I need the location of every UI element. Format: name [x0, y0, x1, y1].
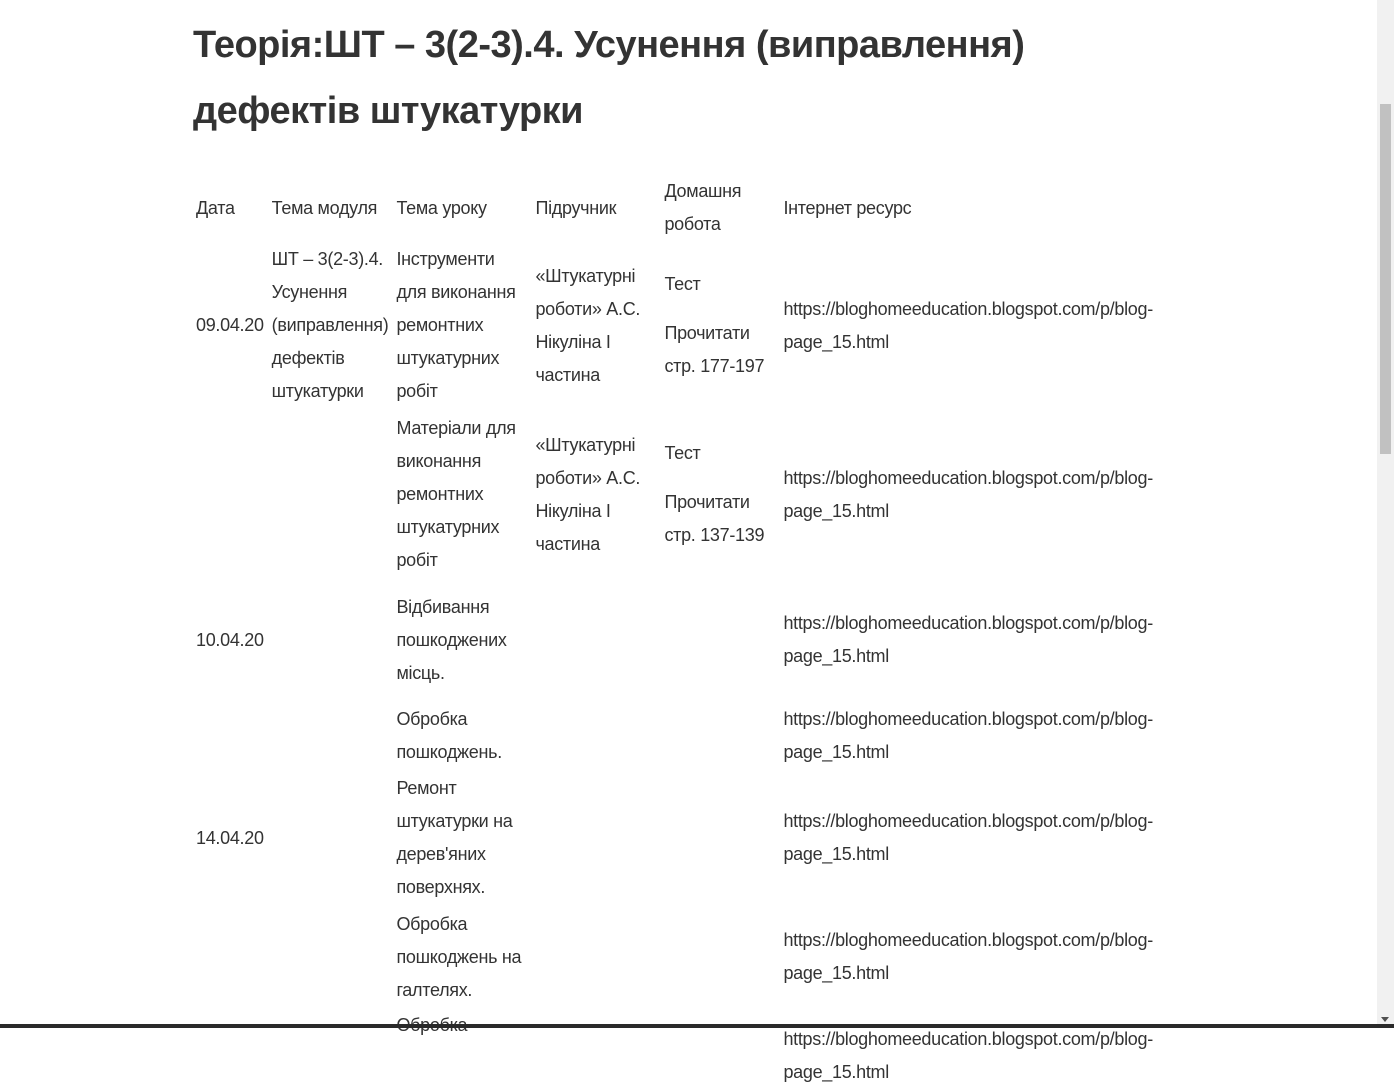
cell-homework — [660, 579, 779, 701]
cell-lesson: Обробка пошкоджень на галтелях. — [396, 913, 522, 1000]
cell-date — [192, 410, 268, 579]
table-row — [192, 905, 1157, 1009]
window-bottom-border — [0, 1024, 1394, 1028]
table-row — [192, 701, 1157, 771]
cell-date — [192, 905, 268, 1009]
scroll-down-arrow-icon[interactable] — [1381, 1017, 1389, 1022]
cell-lesson: Відбивання пошкоджених місць. — [396, 596, 507, 683]
header-resource: Інтернет ресурс — [783, 197, 912, 218]
homework-test: Тест — [664, 274, 701, 294]
cell-resource-link[interactable]: https://bloghomeeducation.blogspot.com/p/blog-page_15.html — [783, 467, 1153, 521]
homework-spacer — [664, 301, 775, 317]
cell-resource-link[interactable]: https://bloghomeeducation.blogspot.com/p/blog-page_15.html — [783, 709, 1153, 762]
cell-textbook: «Штукатурні роботи» А.С. Нікуліна І частина — [535, 265, 641, 385]
cell-homework — [660, 241, 779, 410]
cell-module: ШТ – 3(2-3).4. Усунення (виправлення) дефектів штукатурки — [271, 249, 389, 401]
header-module: Тема модуля — [271, 197, 378, 218]
cell-module — [268, 701, 393, 771]
cell-lesson: Ремонт штукатурки на дерев'яних поверхнях. — [396, 778, 513, 897]
cell-resource-link[interactable]: https://bloghomeeducation.blogspot.com/p/blog-page_15.html — [783, 298, 1153, 352]
cell-date: 10.04.20 — [196, 629, 264, 650]
cell-date: 09.04.20 — [196, 315, 264, 335]
cell-lesson: Матеріали для виконання ремонтних штукатурних робіт — [396, 418, 516, 570]
cell-homework — [660, 410, 779, 579]
cell-textbook: «Штукатурні роботи» А.С. Нікуліна І частина — [535, 434, 641, 554]
cell-resource-link[interactable]: https://bloghomeeducation.blogspot.com/p/blog-page_15.html — [783, 930, 1153, 983]
cell-date: 14.04.20 — [196, 827, 264, 848]
table-row — [192, 241, 1157, 410]
schedule-table — [192, 175, 1157, 1089]
table-header-row — [192, 175, 1157, 241]
table-row — [192, 771, 1157, 905]
homework-test: Тест — [664, 443, 701, 463]
cell-textbook — [531, 701, 660, 771]
cell-textbook — [531, 1009, 660, 1089]
cell-module — [268, 1009, 393, 1089]
cell-lesson: Обробка пошкоджень. — [396, 709, 502, 762]
cell-resource-link[interactable]: https://bloghomeeducation.blogspot.com/p/blog-page_15.html — [783, 811, 1153, 864]
table-row — [192, 579, 1157, 701]
cell-lesson: Інструменти для виконання ремонтних штукатурних робіт — [396, 249, 516, 401]
cell-resource-link[interactable]: https://bloghomeeducation.blogspot.com/p/blog-page_15.html — [783, 1029, 1153, 1082]
homework-reading: Прочитати стр. 177-197 — [664, 323, 765, 376]
cell-module — [268, 771, 393, 905]
cell-module — [268, 905, 393, 1009]
header-textbook: Підручник — [535, 197, 617, 218]
cell-date — [192, 701, 268, 771]
cell-textbook — [531, 579, 660, 701]
vertical-scrollbar[interactable] — [1377, 0, 1394, 1028]
cell-resource-link[interactable]: https://bloghomeeducation.blogspot.com/p/blog-page_15.html — [783, 613, 1153, 666]
homework-reading: Прочитати стр. 137-139 — [664, 492, 765, 545]
cell-homework — [660, 771, 779, 905]
page-title: Теорія:ШТ – 3(2-3).4. Усунення (виправлення) дефектів штукатурки — [193, 24, 1025, 132]
header-lesson: Тема уроку — [396, 197, 487, 218]
cell-lesson — [392, 1009, 531, 1089]
scrollbar-thumb[interactable] — [1380, 104, 1391, 454]
header-homework: Домашня робота — [664, 181, 742, 234]
cell-textbook — [531, 905, 660, 1009]
cell-homework — [660, 701, 779, 771]
cell-homework — [660, 1009, 779, 1089]
cell-date — [192, 1009, 268, 1089]
cell-module — [268, 579, 393, 701]
cell-homework — [660, 905, 779, 1009]
table-row — [192, 410, 1157, 579]
cell-textbook — [531, 771, 660, 905]
table-row — [192, 1009, 1157, 1089]
cell-module — [268, 410, 393, 579]
homework-spacer — [664, 470, 775, 486]
header-date: Дата — [196, 197, 235, 218]
